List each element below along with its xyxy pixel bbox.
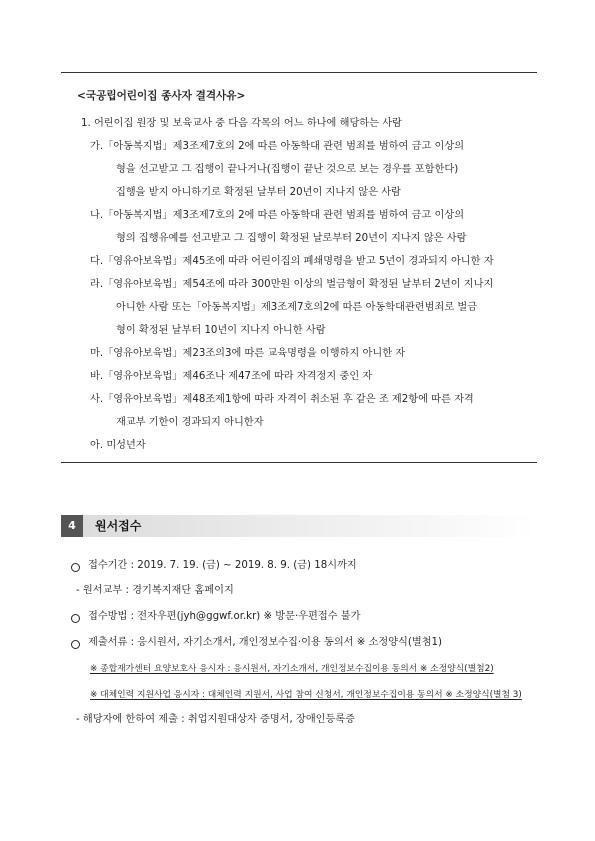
box-line-ga-1: 가.「아동복지법」제3조제7호의 2에 따른 아동학대 관련 범죄를 범하여 금고 이상의 bbox=[90, 141, 465, 152]
box-line-na-1: 나.「아동복지법」제3조제7호의 2에 따른 아동학대 관련 범죄를 범하여 금고 이상의 bbox=[90, 210, 465, 221]
box-line-da: 다.「영유아보육법」제45조에 따라 어린이집의 폐쇄명령을 받고 5년이 경과되지 아니한 자 bbox=[90, 256, 494, 267]
box-line-ra-3: 형이 확정된 날부터 10년이 지나지 아니한 사람 bbox=[116, 325, 326, 336]
box-line-ra-1: 라.「영유아보육법」제54조에 따라 300만원 이상의 벌금형이 확정된 날부터 2년이 지나지 bbox=[90, 279, 494, 290]
box-line-ba: 바.「영유아보육법」제46조나 제47조에 따라 자격정지 중인 자 bbox=[90, 371, 373, 382]
bullet-circle-icon bbox=[71, 563, 80, 572]
box-top-rule bbox=[61, 72, 537, 73]
section-number: 4 bbox=[61, 515, 83, 537]
documents-text: 제출서류 : 응시원서, 자기소개서, 개인정보수집·이용 동의서 ※ 소정양식(별첨1) bbox=[88, 637, 443, 648]
box-line-ma: 마.「영유아보육법」제23조의3에 따른 교육명령을 이행하지 아니한 자 bbox=[90, 348, 406, 359]
box-line-ga-2: 형을 선고받고 그 집행이 끝나거나(집행이 끝난 것으로 보는 경우를 포함한다) bbox=[116, 164, 459, 175]
extra-documents-text: - 해당자에 한하여 제출 : 취업지원대상자 증명서, 장애인등록증 bbox=[76, 714, 356, 725]
note-home-care: ※ 종합재가센터 요양보호사 응시자 : 응시원서, 자기소개서, 개인정보수집이용 동의서 ※ 소정양식(별첨2) bbox=[90, 664, 494, 674]
box-line-ra-2: 아니한 사람 또는「아동복지법」제3조제7호의2에 따른 아동학대관련범죄로 벌금 bbox=[116, 302, 478, 313]
box-line-na-2: 형의 집행유예를 선고받고 그 집행이 확정된 날로부터 20년이 지나지 않은 사람 bbox=[116, 233, 467, 244]
note-substitute: ※ 대체인력 지원사업 응시자 : 대체인력 지원서, 사업 참여 신청서, 개인정보수집이용 동의서 ※ 소정양식(별첨 3) bbox=[90, 690, 522, 700]
box-bottom-rule bbox=[61, 462, 537, 463]
period-text: 접수기간 : 2019. 7. 19. (금) ~ 2019. 8. 9. (금) 18시까지 bbox=[88, 560, 357, 571]
bullet-circle-icon bbox=[71, 640, 80, 649]
box-line-sa-1: 사.「영유아보육법」제48조제1항에 따라 자격이 취소된 후 같은 조 제2항에 따른 자격 bbox=[90, 394, 474, 405]
section-header bbox=[61, 515, 537, 537]
section-bar bbox=[83, 515, 537, 537]
box-line-ga-3: 집행을 받지 아니하기로 확정된 날부터 20년이 지나지 않은 사람 bbox=[116, 187, 401, 198]
box-title: <국공립어린이집 종사자 결격사유> bbox=[77, 90, 246, 102]
box-item-1: 1. 어린이집 원장 및 보육교사 중 다음 각목의 어느 하나에 해당하는 사람 bbox=[81, 118, 402, 129]
method-text: 접수방법 : 전자우편(jyh@ggwf.or.kr) ※ 방문·우편접수 불가 bbox=[88, 611, 361, 622]
distribution-text: - 원서교부 : 경기복지재단 홈페이지 bbox=[76, 585, 234, 596]
section-title: 원서접수 bbox=[95, 519, 142, 533]
bullet-circle-icon bbox=[71, 614, 80, 623]
box-line-a: 아. 미성년자 bbox=[90, 440, 146, 451]
box-line-sa-2: 재교부 기한이 경과되지 아니한자 bbox=[116, 417, 264, 428]
